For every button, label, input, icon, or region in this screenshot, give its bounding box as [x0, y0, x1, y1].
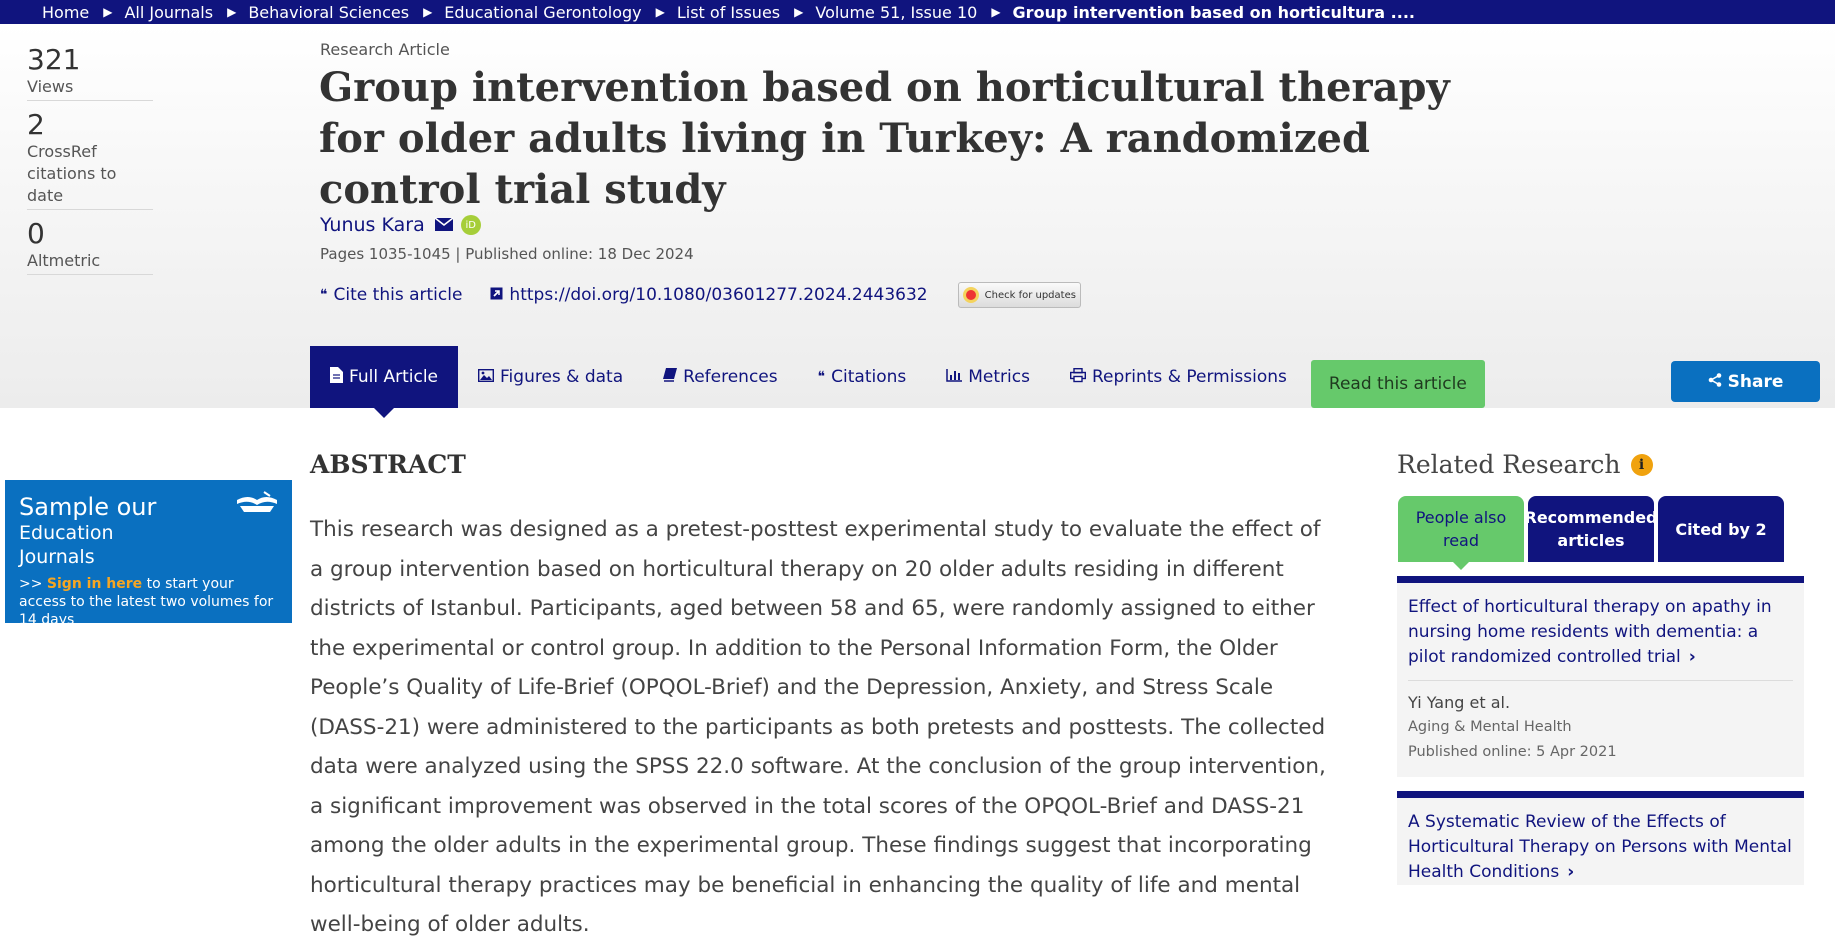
banner-prefix: >>	[19, 576, 47, 592]
breadcrumb-separator-icon: ▶	[794, 5, 804, 19]
banner-signin-link[interactable]: Sign in here	[46, 576, 143, 592]
metric-value: 0	[27, 217, 45, 250]
metric-label: Views	[27, 77, 74, 96]
breadcrumb-all-journals[interactable]: All Journals	[124, 2, 214, 22]
read-this-article-button[interactable]: Read this article	[1311, 360, 1485, 408]
related-article-published: Published online: 5 Apr 2021	[1408, 744, 1617, 760]
article-tabs	[310, 346, 1485, 408]
related-article-title: A Systematic Review of the Effects of Horticultural Therapy on Persons with Mental Health Conditions	[1408, 812, 1792, 882]
tab-label: Reprints & Permissions	[1091, 367, 1287, 387]
share-button[interactable]	[1671, 361, 1820, 402]
cite-label: Cite this article	[333, 285, 463, 305]
related-article-link[interactable]	[1408, 810, 1793, 885]
breadcrumb-home[interactable]: Home	[42, 2, 90, 22]
file-icon	[330, 367, 343, 387]
metrics-panel	[27, 44, 153, 283]
info-icon[interactable]: i	[1631, 454, 1653, 476]
tab-label: Citations	[831, 367, 907, 387]
banner-line-2: Education	[19, 522, 114, 544]
chevron-right-icon: ›	[1567, 862, 1575, 882]
metric-views	[27, 44, 153, 101]
banner-line-3: Journals	[19, 546, 95, 568]
external-link-icon	[490, 287, 503, 304]
abstract-heading: ABSTRACT	[310, 450, 466, 479]
cite-article-link[interactable]	[320, 285, 462, 305]
tab-people-also-read[interactable]: People also read	[1398, 496, 1524, 562]
breadcrumb-list-of-issues[interactable]: List of Issues	[676, 2, 781, 22]
abstract-text: This research was designed as a pretest-posttest experimental study to evaluate the effect of a group intervention based on horticultural therapy on 20 older adults residing in different districts of Istanbul. Participants, aged between 58 and 65, were randomly assigned to either the experimental or control group. In addition to the Personal Information Form, the Older People’s Quality of Life-Brief (OPQOL-Brief) and the Depression, Anxiety, and Stress Scale (DASS-21) were administered to the participants as both pretests and posttests. The collected data were analyzed using the SPSS 22.0 software. At the conclusion of the group intervention, a significant improvement was observed in the total scores of the OPQOL-Brief and DASS-21 among the older adults in the experimental group. These findings suggest that incorporating horticultural therapy practices may be beneficial in enhancing the quality of life and mental well-being of older adults.	[310, 517, 1326, 937]
breadcrumb-current: Group intervention based on horticultura ....	[1012, 2, 1415, 22]
tab-reprints-permissions[interactable]	[1050, 346, 1307, 408]
related-article-card	[1397, 791, 1804, 885]
breadcrumb-separator-icon: ▶	[227, 5, 237, 19]
metric-value: 321	[27, 43, 81, 76]
tab-label: Full Article	[349, 367, 439, 387]
quote-icon: ❝	[817, 369, 826, 385]
breadcrumb-separator-icon: ▶	[991, 5, 1001, 19]
breadcrumb-separator-icon: ▶	[423, 5, 433, 19]
image-icon	[478, 369, 494, 386]
author-link[interactable]: Yunus Kara	[320, 214, 425, 236]
metric-crossref[interactable]	[27, 109, 153, 210]
orcid-icon[interactable]: iD	[461, 215, 481, 235]
related-research-title: Related Research	[1397, 450, 1621, 479]
share-icon	[1708, 372, 1722, 392]
divider	[1408, 680, 1793, 681]
sample-journals-banner[interactable]	[5, 480, 292, 628]
breadcrumb-journal[interactable]: Educational Gerontology	[444, 2, 642, 22]
tab-citations[interactable]	[798, 346, 927, 408]
check-for-updates-button[interactable]	[958, 282, 1081, 308]
related-research-tabs	[1398, 496, 1788, 562]
article-links	[320, 282, 1081, 308]
tab-label: Metrics	[968, 367, 1030, 387]
breadcrumb-issue[interactable]: Volume 51, Issue 10	[815, 2, 978, 22]
bar-chart-icon	[946, 369, 962, 386]
related-article-journal: Aging & Mental Health	[1408, 719, 1572, 735]
related-article-link[interactable]	[1408, 595, 1793, 670]
tab-label: References	[683, 367, 778, 387]
article-type: Research Article	[320, 40, 450, 59]
metric-label: CrossRef citations to date	[27, 142, 117, 205]
book-icon	[663, 368, 677, 386]
tab-label: Figures & data	[500, 367, 624, 387]
breadcrumb-separator-icon: ▶	[103, 5, 113, 19]
related-article-authors: Yi Yang et al.	[1408, 693, 1511, 712]
related-research-heading	[1397, 450, 1653, 479]
share-label: Share	[1727, 371, 1784, 392]
check-updates-label: Check for updates	[984, 289, 1076, 301]
article-title: Group intervention based on horticultural therapy for older adults living in Turkey: A randomized control trial study	[319, 64, 1450, 213]
doi-text: https://doi.org/10.1080/03601277.2024.2443632	[509, 285, 928, 305]
tab-recommended-articles[interactable]: Recommended articles	[1528, 496, 1654, 562]
metric-label: Altmetric	[27, 251, 101, 270]
breadcrumb	[0, 0, 1835, 24]
tab-figures-data[interactable]	[458, 346, 643, 408]
quote-icon: ❝	[320, 287, 328, 303]
metric-value: 2	[27, 108, 45, 141]
breadcrumb-behavioral-sciences[interactable]: Behavioral Sciences	[248, 2, 410, 22]
related-article-card	[1397, 576, 1804, 777]
envelope-icon[interactable]	[435, 216, 453, 235]
related-article-title: Effect of horticultural therapy on apathy in nursing home residents with dementia: a pilot randomized controlled trial	[1408, 597, 1772, 667]
author-row	[320, 214, 481, 236]
tab-references[interactable]	[643, 346, 797, 408]
metric-altmetric[interactable]	[27, 218, 153, 275]
banner-signin-text	[19, 575, 278, 629]
tab-metrics[interactable]	[926, 346, 1050, 408]
banner-line-1: Sample our	[19, 493, 157, 521]
open-book-icon	[234, 490, 280, 522]
doi-link[interactable]	[490, 285, 927, 305]
print-icon	[1070, 368, 1086, 386]
tab-cited-by[interactable]: Cited by 2	[1658, 496, 1784, 562]
chevron-right-icon: ›	[1688, 647, 1696, 667]
crossmark-icon	[963, 287, 979, 303]
banner-rest: to start your access to the latest two volumes for 14 days	[19, 576, 274, 628]
publication-info: Pages 1035-1045 | Published online: 18 Dec 2024	[320, 245, 694, 263]
breadcrumb-separator-icon: ▶	[655, 5, 665, 19]
tab-full-article[interactable]	[310, 346, 458, 408]
